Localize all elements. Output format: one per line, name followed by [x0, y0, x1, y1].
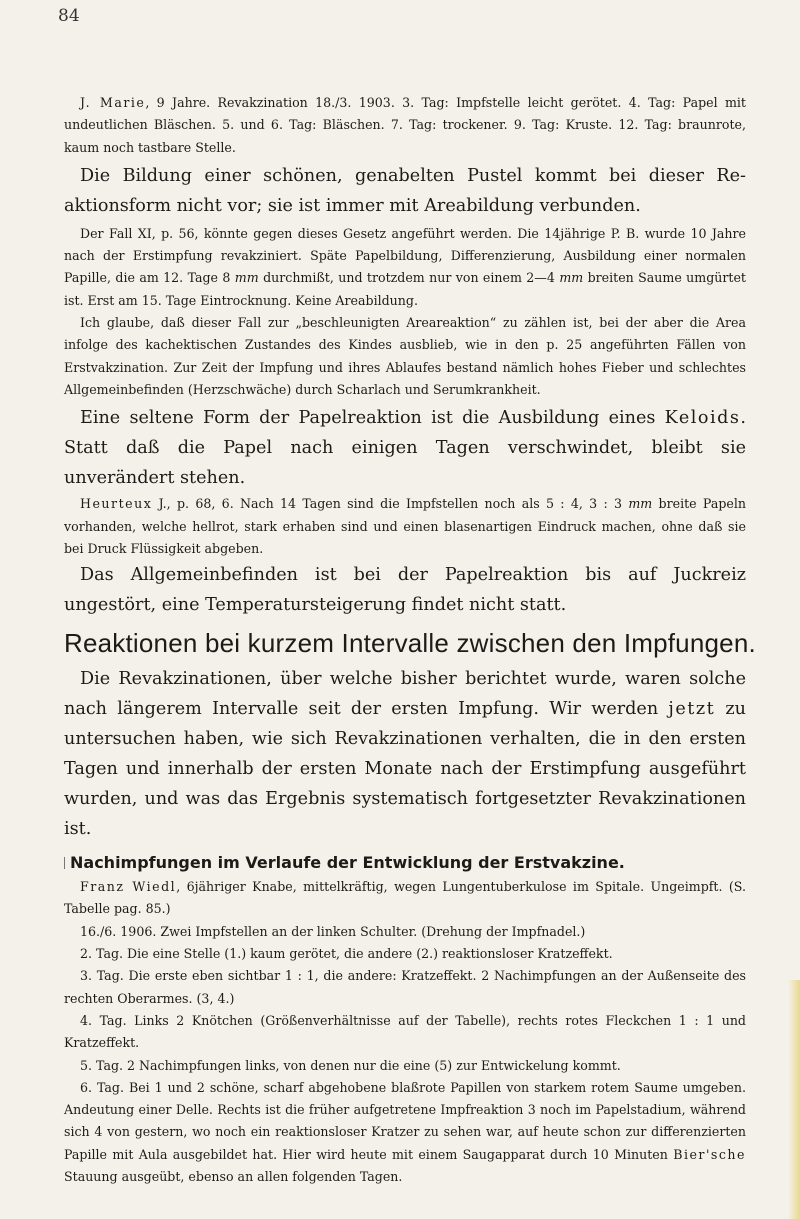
case-day-entry: 3. Tag. Die erste eben sichtbar 1 : 1, die andere: Kratzeffekt. 2 Nachimpfungen an der Außenseite des rechten Oberarmes. (3, 4.): [64, 968, 746, 1006]
paragraph-text: , 9 Jahre. Revakzination 18./3. 1903. 3. Tag: Impfstelle leicht gerötet. 4. Tag: Papel mit undeutlichen Bläschen. 5. und 6. Tag: Bläschen. 7. Tag: trockener. 9. Tag: Kruste. 12. Tag: braunrote, kaum noch tastbare Stelle.: [64, 95, 746, 155]
page-number: 84: [58, 6, 80, 26]
unit-mm: mm: [234, 270, 259, 286]
paragraph-text: , 6jähriger Knabe, mittelkräftig, wegen Lungentuberkulose im Spitale. Ungeimpft. (S. Tabelle pag. 85.): [64, 879, 746, 917]
page-content: [64, 88, 756, 1188]
case-paragraph-commentary: Ich glaube, daß dieser Fall zur „beschleunigten Areareaktion“ zu zählen ist, bei der aber die Area infolge des kachektischen Zustandes des Kindes ausblieb, wie in den p. 25 angeführten Fällen von Erstvakzination. Zur Zeit der Impfung und ihres Ablaufes bestand nämlich hohes Fieber und schlechtes Allgemeinbefinden (Herzschwäche) durch Scharlach und Serumkrankheit.: [64, 315, 746, 397]
paragraph-text: . Statt daß die Papel nach einigen Tagen verschwindet, bleibt sie unverändert stehen.: [64, 408, 746, 489]
section-intro-paragraph: [64, 664, 746, 844]
case-intro: [64, 876, 746, 921]
paragraph-text: Die Revakzinationen, über welche bisher berichtet wurde, waren solche nach längerem Intervalle seit der ersten Impfung. Wir werden: [64, 669, 746, 720]
subsection-heading: [64, 850, 746, 876]
section-heading: Reaktionen bei kurzem Intervalle zwischen den Impfungen.: [64, 628, 756, 659]
case-day-entry: 5. Tag. 2 Nachimpfungen links, von denen nur die eine (5) zur Entwickelung kommt.: [80, 1057, 621, 1073]
case-paragraph-fall-xi: [64, 223, 746, 312]
author-name: Heurteux: [80, 496, 153, 512]
author-name: J. Marie: [80, 95, 146, 110]
paragraph-text: durchmißt, und trotzdem nur von einem 2—4: [258, 270, 560, 286]
case-paragraph-heurteux: [64, 493, 746, 560]
emphasis-jetzt: jetzt: [668, 699, 716, 720]
author-name: Bier'sche: [673, 1146, 746, 1162]
margin-mark: [64, 857, 65, 869]
paragraph-text: J., p. 68, 6. Nach 14 Tagen sind die Impfstellen noch als 5 : 4, 3 : 3: [152, 496, 629, 512]
term-keloid: Keloids: [664, 408, 741, 429]
case-day-entry: 4. Tag. Links 2 Knötchen (Größenverhältnisse auf der Tabelle), rechts rotes Fleckchen 1 : 1 und Kratzeffekt.: [64, 1012, 746, 1051]
paragraph-text: breite Papeln vorhanden, welche hellrot, stark erhaben sind und einen blasenartigen Eindruck machen, ohne daß sie bei Druck Flüssigkeit abgeben.: [64, 496, 747, 556]
unit-mm: mm: [628, 496, 653, 512]
paragraph-text: 6. Tag. Bei 1 und 2 schöne, scharf abgehobene blaßrote Papillen von starkem rotem Saume umgeben. Andeutung einer Delle. Rechts ist die früher aufgetretene Impfreaktion 3 noch im Papelstadium, während sich 4 von gestern, wo noch ein reaktionsloser Kratzer zu sehen war, auf heute schon zur differenzierten Papille mit Aula ausgebildet hat. Hier wird heute mit einem Saugapparat durch 10 Minuten: [64, 1079, 746, 1162]
subsection-heading-text: Nachimpfungen im Verlaufe der Entwicklung der Erstvakzine.: [70, 853, 625, 873]
body-paragraph: Die Bildung einer schönen, genabelten Pustel kommt bei dieser Reaktionsform nicht vor; sie ist immer mit Areabildung verbunden.: [64, 165, 746, 216]
body-paragraph: Das Allgemeinbefinden ist bei der Papelreaktion bis auf Juckreiz ungestört, eine Temperatursteigerung findet nicht statt.: [64, 565, 746, 616]
paragraph-text: Eine seltene Form der Papelreaktion ist die Ausbildung eines: [80, 408, 665, 429]
page-edge-stain: [788, 980, 800, 1219]
case-day-entry: 16./6. 1906. Zwei Impfstellen an der linken Schulter. (Drehung der Impfnadel.): [80, 923, 586, 939]
case-paragraph-marie: [64, 92, 746, 159]
author-name: Franz Wiedl: [80, 879, 177, 895]
paragraph-text: Der Fall XI, p. 56, könnte gegen dieses Gesetz angeführt werden. Die 14jährige P. B. wurde 10 Jahre nach der Erstimpfung revakziniert. Späte Papelbildung, Differenzierung, Ausbildung einer normalen Papille, die am 12. Tage 8: [64, 225, 746, 286]
case-day-entry: 2. Tag. Die eine Stelle (1.) kaum gerötet, die andere (2.) reaktionsloser Kratzeffekt.: [80, 946, 613, 962]
paragraph-text: Stauung ausgeübt, ebenso an allen folgenden Tagen.: [64, 1169, 403, 1185]
unit-mm: mm: [559, 270, 584, 286]
case-day-entry: [64, 1077, 746, 1188]
paragraph-text: breiten Saume umgürtet ist. Erst am 15. Tage Eintrocknung. Keine Areabildung.: [64, 270, 746, 308]
paragraph-text: zu untersuchen haben, wie sich Revakzinationen verhalten, die in den ersten Tagen und innerhalb der ersten Monate nach der Erstimpfung ausgeführt wurden, und was das Ergebnis systematisch fortgesetzter Revakzinationen ist.: [64, 699, 746, 840]
body-paragraph-keloid: [64, 403, 746, 493]
